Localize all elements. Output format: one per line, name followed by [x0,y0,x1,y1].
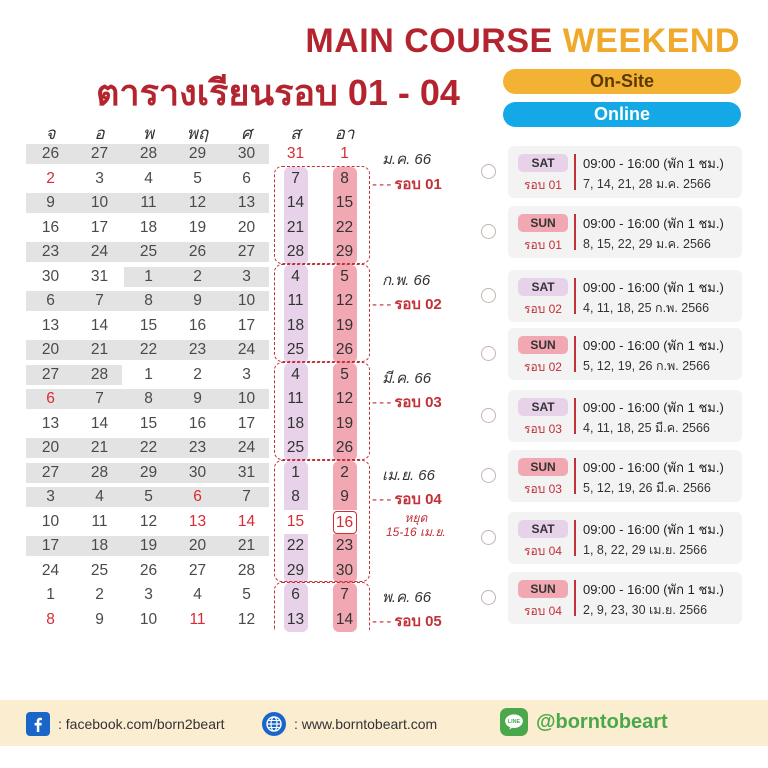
globe-icon [262,712,286,736]
calendar-day: 7 [95,292,104,309]
day-tag: SAT [518,278,568,296]
calendar-week-row [26,191,371,216]
weekday-label: ศ [241,124,252,143]
calendar-day: 7 [95,390,104,407]
round-text: รอบ 01 [524,178,562,192]
calendar-day: 29 [139,463,158,481]
schedule-card[interactable] [508,146,742,198]
dates-text: 4, 11, 18, 25 ก.พ. 2566 [583,301,710,315]
calendar-day: 25 [284,338,308,363]
calendar-day: 9 [333,485,357,510]
calendar-day: 10 [237,390,256,407]
calendar-day: 8 [333,167,357,192]
calendar-day: 7 [333,583,357,608]
dates-text: 5, 12, 19, 26 ก.พ. 2566 [583,359,711,373]
round-label-02: - - - รอบ 02 [372,296,442,313]
round-text: รอบ 01 [524,238,562,252]
calendar [26,118,371,632]
calendar-day: 1 [284,461,308,486]
schedule-card[interactable] [508,512,742,564]
onsite-pill[interactable]: On-Site [503,69,741,94]
calendar-day: 11 [284,387,308,412]
divider [574,278,576,314]
calendar-week-row [26,412,371,437]
line-app-icon [500,708,528,736]
calendar-day: 3 [46,488,55,505]
calendar-day: 4 [144,169,153,187]
calendar-day: 14 [284,191,308,216]
calendar-day: 16 [333,511,357,534]
calendar-day: 27 [237,243,256,260]
calendar-day: 22 [139,439,158,456]
calendar-day: 26 [139,561,158,579]
calendar-week-row [26,485,371,510]
calendar-day: 5 [144,488,153,505]
calendar-day: 24 [90,243,109,260]
time-text: 09:00 - 16:00 (พัก 1 ชม.) [583,156,724,171]
schedule-card[interactable] [508,328,742,380]
round-label-03: - - - รอบ 03 [372,394,442,411]
calendar-day: 10 [139,610,158,628]
day-tag: SUN [518,458,568,476]
calendar-day: 10 [41,512,60,530]
month-label-apr: เม.ย. 66 [382,467,435,484]
dates-text: 1, 8, 22, 29 เม.ย. 2566 [583,543,708,557]
calendar-day: 20 [237,218,256,236]
calendar-week-row [26,240,371,265]
calendar-week-row [26,608,371,633]
calendar-day: 15 [333,191,357,216]
calendar-day: 28 [237,561,256,579]
calendar-week-row [26,387,371,412]
calendar-day: 17 [41,537,60,554]
calendar-day: 25 [284,436,308,461]
weekday-label: ส [290,124,301,143]
schedule-card[interactable] [508,390,742,442]
facebook-text: : facebook.com/born2beart [58,716,225,732]
calendar-day: 4 [284,363,308,388]
calendar-day: 3 [95,169,104,187]
calendar-day: 27 [188,561,207,579]
calendar-day: 10 [237,292,256,309]
calendar-day: 2 [193,365,202,383]
calendar-day: 21 [237,537,256,554]
calendar-week-row [26,142,371,167]
weekday-label: จ [45,124,56,143]
calendar-week-row [26,216,371,241]
calendar-day: 17 [90,218,109,236]
calendar-day: 19 [188,218,207,236]
calendar-day: 2 [46,169,55,187]
calendar-day: 6 [193,488,202,505]
day-tag: SUN [518,580,568,598]
schedule-title: ตารางเรียนรอบ 01 - 04 [96,72,460,113]
calendar-day: 22 [139,341,158,358]
weekday-label: อา [334,124,355,143]
calendar-day: 15 [139,414,158,432]
weekday-label: พ [142,124,155,143]
holiday-note: หยุด 15-16 เม.ย. [386,511,446,539]
calendar-day: 7 [284,167,308,192]
calendar-day: 3 [242,365,251,383]
calendar-day: 27 [90,145,109,162]
calendar-day: 14 [237,512,256,530]
dates-text: 5, 12, 19, 26 มี.ค. 2566 [583,481,711,495]
month-label-feb: ก.พ. 66 [382,272,431,289]
calendar-day: 28 [139,145,158,162]
schedule-card[interactable] [508,270,742,322]
calendar-week-row [26,510,371,535]
facebook-icon [26,712,50,736]
footer [0,700,768,746]
calendar-day: 12 [333,289,357,314]
day-tag: SAT [518,154,568,172]
calendar-day: 20 [188,537,207,554]
calendar-day: 24 [41,561,60,579]
calendar-body [26,142,371,632]
calendar-day: 28 [90,365,109,383]
schedule-card[interactable] [508,572,742,624]
calendar-day: 11 [189,610,206,628]
divider [574,398,576,434]
calendar-day: 14 [333,608,357,633]
calendar-day: 26 [333,338,357,363]
calendar-week-row [26,461,371,486]
calendar-day: 14 [90,316,109,334]
round-text: รอบ 02 [524,360,562,374]
calendar-day: 27 [41,463,60,481]
calendar-day: 15 [139,316,158,334]
schedule-radio[interactable] [481,224,496,239]
calendar-day: 19 [139,537,158,554]
calendar-day: 26 [333,436,357,461]
time-text: 09:00 - 16:00 (พัก 1 ชม.) [583,582,724,597]
calendar-day: 31 [286,145,305,162]
time-text: 09:00 - 16:00 (พัก 1 ชม.) [583,280,724,295]
calendar-day: 23 [188,341,207,358]
calendar-day: 3 [242,267,251,285]
calendar-day: 13 [284,608,308,633]
calendar-week-row [26,436,371,461]
calendar-day: 22 [284,534,308,559]
calendar-day: 26 [188,243,207,260]
calendar-day: 13 [41,316,60,334]
calendar-day: 9 [46,194,55,211]
calendar-day: 8 [144,292,153,309]
calendar-day: 22 [333,216,357,241]
calendar-day: 28 [284,240,308,265]
month-label-may: พ.ค. 66 [382,589,432,606]
dates-text: 4, 11, 18, 25 มี.ค. 2566 [583,421,710,435]
schedule-radio[interactable] [481,590,496,605]
dates-text: 2, 9, 23, 30 เม.ย. 2566 [583,603,708,617]
calendar-day: 2 [333,461,357,486]
calendar-day: 20 [41,439,60,456]
month-label-mar: มี.ค. 66 [382,370,432,387]
calendar-day: 8 [144,390,153,407]
schedule-card[interactable] [508,206,742,258]
website-link[interactable] [262,712,437,736]
round-text: รอบ 02 [524,302,562,316]
calendar-day: 25 [90,561,109,579]
calendar-day: 5 [193,169,202,187]
calendar-day: 12 [333,387,357,412]
calendar-day: 1 [46,586,55,603]
calendar-day: 31 [237,463,256,481]
calendar-day: 24 [237,439,256,456]
calendar-day: 6 [46,292,55,309]
round-text: รอบ 03 [524,422,562,436]
calendar-day: 29 [188,145,207,162]
schedule-radio[interactable] [481,530,496,545]
calendar-day: 18 [139,218,158,236]
calendar-day: 11 [140,194,157,211]
calendar-day: 24 [237,341,256,358]
calendar-day: 21 [284,216,308,241]
round-text: รอบ 04 [524,544,562,558]
calendar-day: 14 [90,414,109,432]
line-link[interactable] [500,708,668,736]
calendar-day: 6 [46,390,55,407]
day-tag: SAT [518,520,568,538]
weekday-label: พฤ [186,124,209,143]
round-label-04: - - - รอบ 04 [372,491,442,508]
calendar-day: 10 [90,194,109,211]
round-label-01: - - - รอบ 01 [372,176,442,193]
divider [574,214,576,250]
calendar-week-row [26,314,371,339]
calendar-day: 7 [242,488,251,505]
calendar-day: 19 [333,314,357,339]
calendar-day: 21 [90,439,109,456]
month-label-jan: ม.ค. 66 [382,151,432,168]
calendar-day: 3 [144,586,153,603]
website-text: : www.borntobeart.com [294,716,438,732]
calendar-day: 9 [193,390,202,407]
time-text: 09:00 - 16:00 (พัก 1 ชม.) [583,522,724,537]
calendar-day: 4 [95,488,104,505]
calendar-day: 29 [333,240,357,265]
calendar-day: 20 [41,341,60,358]
calendar-day: 12 [188,194,207,211]
day-tag: SUN [518,336,568,354]
calendar-day: 4 [193,586,202,603]
calendar-day: 16 [188,316,207,334]
time-text: 09:00 - 16:00 (พัก 1 ชม.) [583,460,724,475]
day-tag: SUN [518,214,568,232]
calendar-day: 11 [91,512,108,530]
round-text: รอบ 03 [524,482,562,496]
calendar-day: 18 [284,314,308,339]
time-text: 09:00 - 16:00 (พัก 1 ชม.) [583,400,724,415]
round-text: รอบ 04 [524,604,562,618]
svg-text:LINE: LINE [507,719,521,726]
line-handle: @borntobeart [536,710,668,733]
calendar-day: 30 [333,559,357,584]
calendar-day: 30 [41,267,60,285]
calendar-day: 21 [90,341,109,358]
title-main: MAIN COURSE [305,22,553,60]
calendar-day: 6 [284,583,308,608]
calendar-day: 13 [237,194,256,211]
schedule-radio[interactable] [481,346,496,361]
calendar-day: 30 [188,463,207,481]
calendar-week-row [26,289,371,314]
calendar-day: 30 [237,145,256,162]
dates-text: 7, 14, 21, 28 ม.ค. 2566 [583,177,711,191]
calendar-day: 8 [46,610,55,628]
calendar-day: 9 [193,292,202,309]
calendar-day: 9 [95,610,104,628]
calendar-day: 5 [333,265,357,290]
schedule-radio[interactable] [481,408,496,423]
calendar-day: 13 [188,512,207,530]
calendar-day: 25 [139,243,158,260]
calendar-day: 1 [340,145,349,162]
calendar-day: 17 [237,316,256,334]
calendar-day: 17 [237,414,256,432]
round-label-05: - - - รอบ 05 [372,613,442,630]
calendar-week-row [26,583,371,608]
weekday-header [26,118,371,142]
calendar-day: 16 [188,414,207,432]
calendar-day: 31 [90,267,109,285]
calendar-week-row [26,338,371,363]
calendar-day: 6 [242,169,251,187]
calendar-day: 16 [41,218,60,236]
course-title [305,22,740,61]
calendar-day: 18 [90,537,109,554]
schedule-radio[interactable] [481,468,496,483]
calendar-day: 8 [284,485,308,510]
calendar-day: 2 [95,586,104,603]
dates-text: 8, 15, 22, 29 ม.ค. 2566 [583,237,711,251]
calendar-day: 26 [41,145,60,162]
calendar-day: 27 [41,365,60,383]
calendar-day: 23 [41,243,60,260]
calendar-day: 2 [193,267,202,285]
calendar-day: 15 [284,510,308,535]
calendar-day: 29 [284,559,308,584]
calendar-day: 12 [237,610,256,628]
calendar-day: 1 [144,365,153,383]
title-weekend: WEEKEND [562,22,740,60]
day-tag: SAT [518,398,568,416]
calendar-day: 23 [333,534,357,559]
calendar-day: 11 [284,289,308,314]
calendar-day: 5 [242,586,251,603]
online-pill[interactable]: Online [503,102,741,127]
time-text: 09:00 - 16:00 (พัก 1 ชม.) [583,338,724,353]
calendar-day: 19 [333,412,357,437]
divider [574,580,576,616]
facebook-link[interactable] [26,712,225,736]
calendar-week-row [26,559,371,584]
divider [574,458,576,494]
calendar-week-row [26,363,371,388]
calendar-week-row [26,534,371,559]
calendar-week-row [26,167,371,192]
calendar-day: 4 [284,265,308,290]
schedule-radio[interactable] [481,288,496,303]
calendar-day: 13 [41,414,60,432]
weekday-label: อ [94,124,105,143]
divider [574,520,576,556]
divider [574,154,576,190]
calendar-day: 1 [144,267,153,285]
calendar-day: 28 [90,463,109,481]
schedule-card[interactable] [508,450,742,502]
calendar-day: 18 [284,412,308,437]
time-text: 09:00 - 16:00 (พัก 1 ชม.) [583,216,724,231]
divider [574,336,576,372]
calendar-day: 23 [188,439,207,456]
calendar-week-row [26,265,371,290]
calendar-day: 12 [139,512,158,530]
calendar-day: 5 [333,363,357,388]
schedule-radio[interactable] [481,164,496,179]
